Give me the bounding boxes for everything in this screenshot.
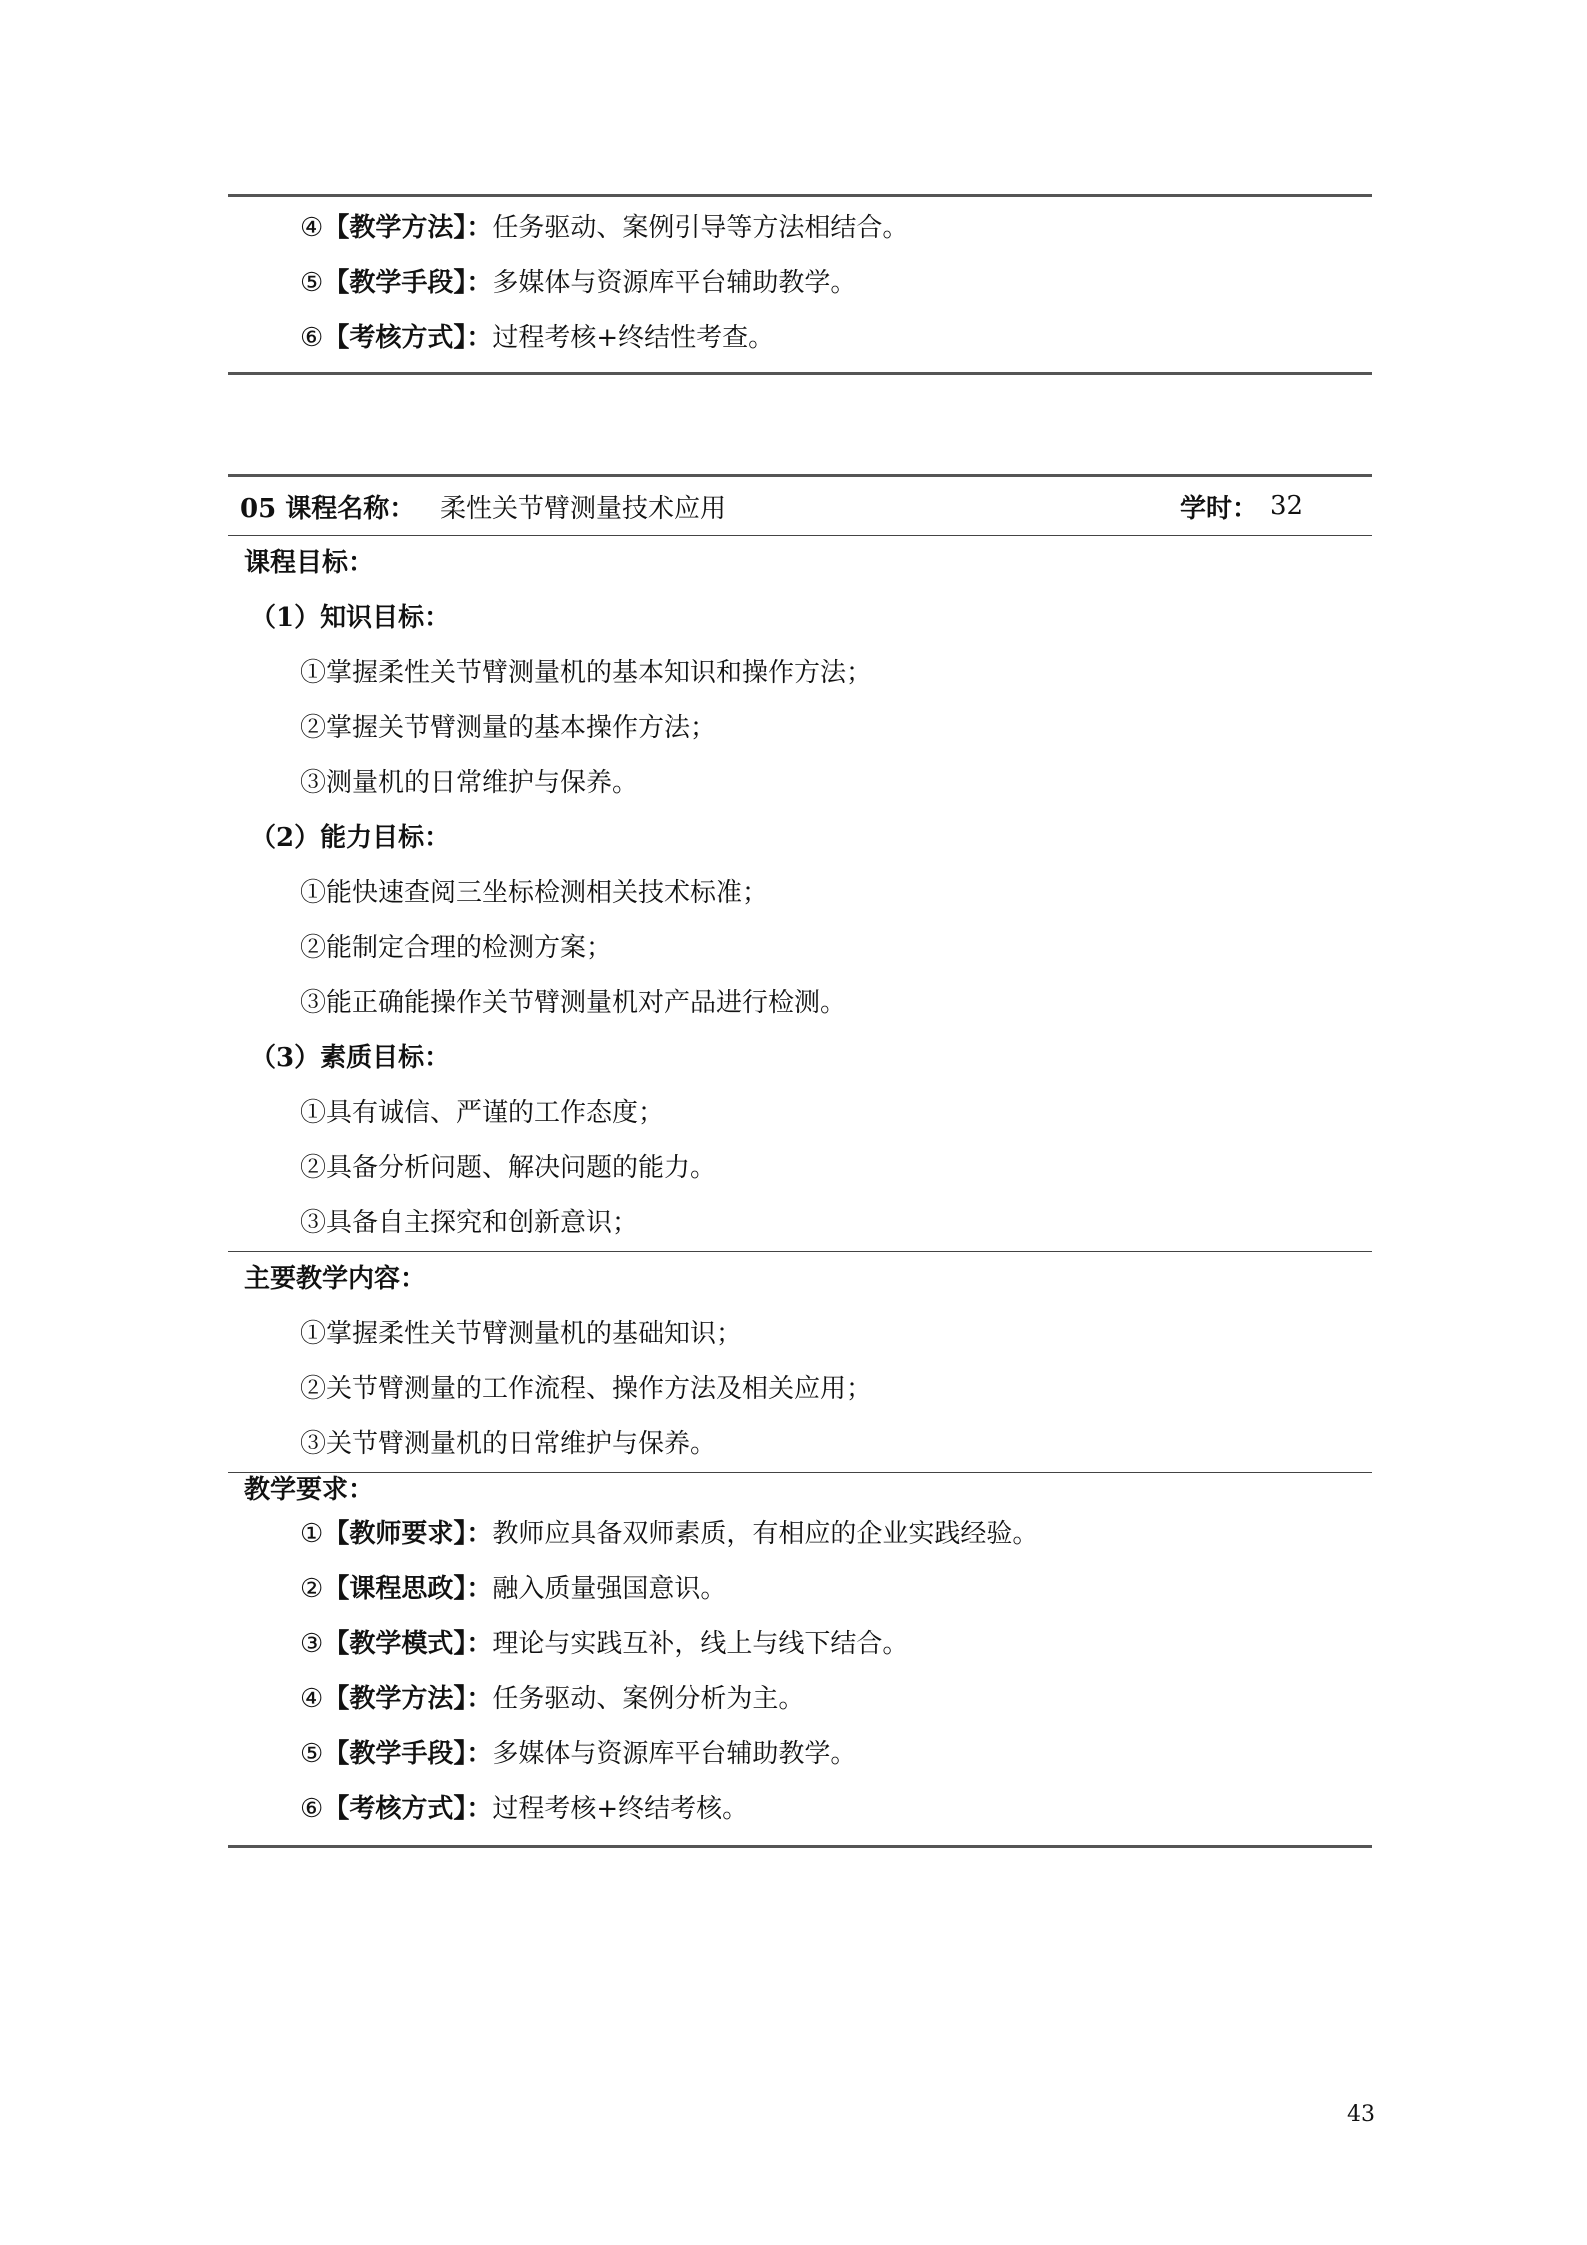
course-number-label: 05 课程名称： — [240, 493, 416, 524]
ability-goal-item: ③能正确能操作关节臂测量机对产品进行检测。 — [300, 988, 847, 1018]
requirement-item — [228, 1782, 1372, 1837]
item-tag: 【教师要求】： — [323, 1519, 493, 1549]
item-number: ① — [300, 1519, 324, 1549]
item-text: 理论与实践互补，线上与线下结合。 — [492, 1629, 909, 1659]
requirement-item — [228, 1617, 1372, 1672]
item-tag: 【教学手段】： — [323, 268, 493, 298]
quality-goal-item: ③具备自主探究和创新意识； — [300, 1208, 639, 1238]
requirement-item — [228, 1562, 1372, 1617]
course-block — [228, 474, 1372, 1848]
item-tag: 【考核方式】： — [323, 1794, 493, 1824]
item-text: 多媒体与资源库平台辅助教学。 — [492, 1739, 857, 1769]
item-number: ⑥ — [300, 323, 324, 353]
content-item: ①掌握柔性关节臂测量机的基础知识； — [300, 1319, 743, 1349]
item-number: ⑤ — [300, 1739, 324, 1769]
knowledge-goal-item: ①掌握柔性关节臂测量机的基本知识和操作方法； — [300, 658, 873, 688]
quality-goal-item: ②具备分析问题、解决问题的能力。 — [300, 1153, 717, 1183]
item-text: 过程考核+终结性考查。 — [492, 323, 775, 353]
requirement-item — [228, 1672, 1372, 1727]
item-text: 融入质量强国意识。 — [492, 1574, 727, 1604]
prev-course-block — [228, 194, 1372, 375]
page-number: 43 — [1347, 2102, 1375, 2127]
hours-value: 32 — [1270, 491, 1304, 521]
content-section — [228, 1251, 1372, 1472]
hours-label: 学时： — [1180, 493, 1259, 524]
content-heading: 主要教学内容： — [244, 1264, 427, 1294]
course-title-row — [228, 477, 1372, 535]
requirements-heading: 教学要求： — [244, 1475, 375, 1505]
ability-heading: （2）能力目标： — [250, 823, 451, 853]
item-number: ④ — [300, 1684, 324, 1714]
requirements-section — [228, 1472, 1372, 1845]
item-number: ④ — [300, 213, 324, 243]
item-number: ② — [300, 1574, 324, 1604]
knowledge-goal-item: ③测量机的日常维护与保养。 — [300, 768, 639, 798]
item-text: 过程考核+终结考核。 — [492, 1794, 749, 1824]
ability-goal-item: ②能制定合理的检测方案； — [300, 933, 613, 963]
course-name: 柔性关节臂测量技术应用 — [440, 493, 727, 524]
item-tag: 【教学方法】： — [323, 213, 493, 243]
prev-requirement-item — [228, 311, 1372, 366]
item-number: ③ — [300, 1629, 324, 1659]
prev-requirement-item — [228, 201, 1372, 256]
knowledge-heading: （1）知识目标： — [250, 603, 451, 633]
quality-goal-item: ①具有诚信、严谨的工作态度； — [300, 1098, 665, 1128]
requirement-item — [228, 1507, 1372, 1562]
item-tag: 【教学手段】： — [323, 1739, 493, 1769]
item-number: ⑤ — [300, 268, 324, 298]
knowledge-goal-item: ②掌握关节臂测量的基本操作方法； — [300, 713, 717, 743]
item-tag: 【课程思政】： — [323, 1574, 493, 1604]
item-tag: 【教学模式】： — [323, 1629, 493, 1659]
goals-section — [228, 535, 1372, 1251]
ability-goal-item: ①能快速查阅三坐标检测相关技术标准； — [300, 878, 769, 908]
content-item: ③关节臂测量机的日常维护与保养。 — [300, 1429, 717, 1459]
item-number: ⑥ — [300, 1794, 324, 1824]
content-item: ②关节臂测量的工作流程、操作方法及相关应用； — [300, 1374, 873, 1404]
item-tag: 【考核方式】： — [323, 323, 493, 353]
goals-heading: 课程目标： — [244, 548, 375, 578]
item-text: 任务驱动、案例分析为主。 — [492, 1684, 805, 1714]
item-text: 任务驱动、案例引导等方法相结合。 — [492, 213, 909, 243]
item-text: 教师应具备双师素质，有相应的企业实践经验。 — [492, 1519, 1039, 1549]
prev-requirement-item — [228, 256, 1372, 311]
quality-heading: （3）素质目标： — [250, 1043, 451, 1073]
item-text: 多媒体与资源库平台辅助教学。 — [492, 268, 857, 298]
item-tag: 【教学方法】： — [323, 1684, 493, 1714]
requirement-item — [228, 1727, 1372, 1782]
